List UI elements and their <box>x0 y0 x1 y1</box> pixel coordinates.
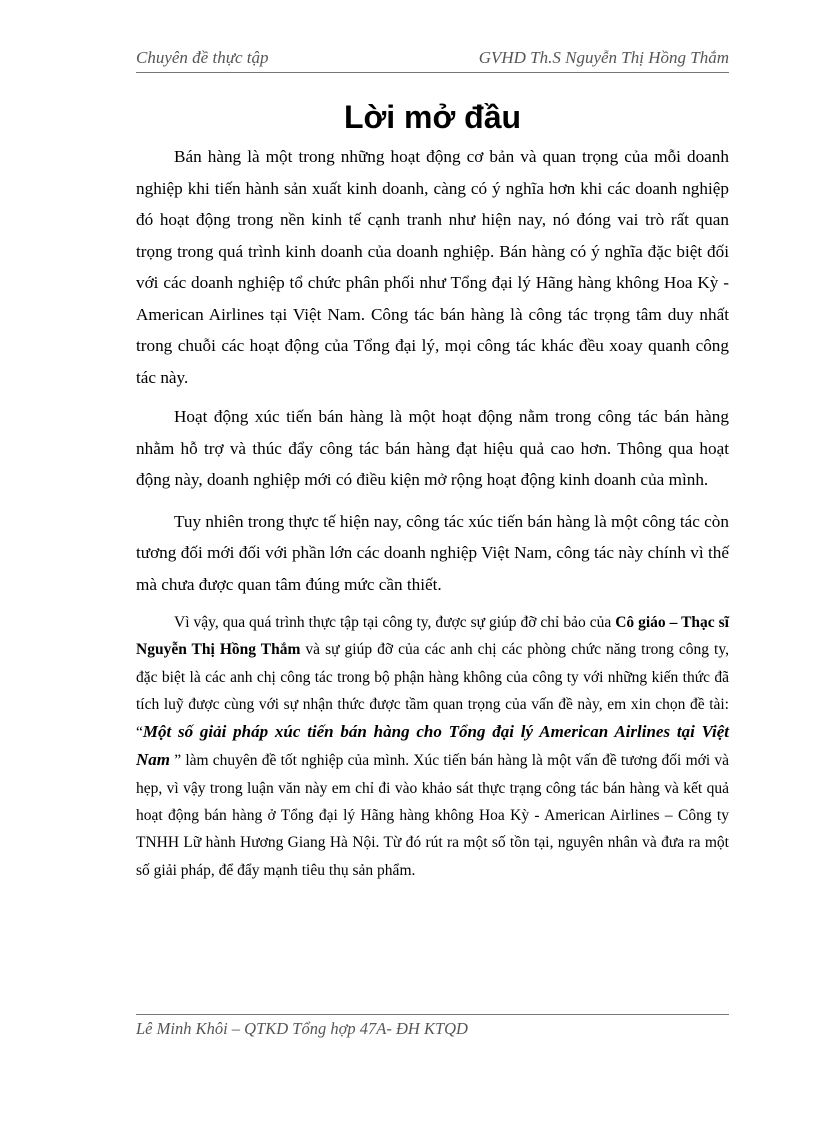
advisor-name: Cô giáo – Thạc sĩ Nguyễn Thị Hồng Thắm <box>136 614 729 659</box>
thesis-topic: Một số giải pháp xúc tiến bán hàng cho Tổng đại lý American Airlines tại Việt Nam <box>136 722 729 770</box>
paragraph-2: Hoạt động xúc tiến bán hàng là một hoạt động nằm trong công tác bán hàng nhằm hỗ trợ và thúc đẩy công tác bán hàng đạt hiệu quả cao hơn. Thông qua hoạt động này, doanh nghiệp mới có điều kiện mở rộng hoạt động kinh doanh của mình. <box>136 407 729 489</box>
header-left-text: Chuyên đề thực tập <box>136 48 269 67</box>
paragraph-4 <box>136 609 729 884</box>
document-body <box>136 141 729 884</box>
footer-text: Lê Minh Khôi – QTKD Tổng hợp 47A- ĐH KTQD <box>136 1019 468 1038</box>
paragraph-1: Bán hàng là một trong những hoạt động cơ bản và quan trọng của mỗi doanh nghiệp khi tiến hành sản xuất kinh doanh, càng có ý nghĩa hơn khi các doanh nghiệp đó hoạt động trong nền kinh tế cạnh tranh như hiện nay, nó đóng vai trò rất quan trọng trong quá trình kinh doanh của doanh nghiệp. Bán hàng có ý nghĩa đặc biệt đối với các doanh nghiệp tổ chức phân phối như Tổng đại lý Hãng hàng không Hoa Kỳ - American Airlines tại Việt Nam. Công tác bán hàng là công tác trọng tâm duy nhất trong chuỗi các hoạt động của Tổng đại lý, mọi công tác khác đều xoay quanh công tác này. <box>136 147 729 387</box>
page-footer <box>136 1014 729 1039</box>
page-header <box>136 46 729 73</box>
paragraph-3: Tuy nhiên trong thực tế hiện nay, công tác xúc tiến bán hàng là một công tác còn tương đối mới đối với phần lớn các doanh nghiệp Việt Nam, công tác này chính vì thế mà chưa được quan tâm đúng mức cần thiết. <box>136 511 729 594</box>
page-title: Lời mở đầu <box>343 99 522 135</box>
header-right-text: GVHD Th.S Nguyễn Thị Hồng Thắm <box>478 48 729 67</box>
paragraph-4-text-3: ” làm chuyên đề tốt nghiệp của mình. Xúc tiến bán hàng là một vấn đề tương đối mới và hẹp, vì vậy trong luận văn này em chỉ đi vào khảo sát thực trạng công tác bán hàng và kết quả hoạt động bán hàng ở Tổng đại lý Hãng hàng không Hoa Kỳ - American Airlines – Công ty TNHH Lữ hành Hương Giang Hà Nội. Từ đó rút ra một số tồn tại, nguyên nhân và đưa ra một số giải pháp, để đẩy mạnh tiêu thụ sản phẩm. <box>136 752 729 879</box>
paragraph-4-text-1: Vì vậy, qua quá trình thực tập tại công ty, được sự giúp đỡ chỉ bảo của <box>174 614 616 631</box>
paragraph-4-text-2: và sự giúp đỡ của các anh chị các phòng chức năng trong công ty, đặc biệt là các anh chị công tác trong bộ phận hàng không của công ty với những kiến thức đã tích luỹ được cùng với sự nhận thức được tầm quan trọng của vấn đề này, em xin chọn đề tài: “ <box>136 641 729 742</box>
